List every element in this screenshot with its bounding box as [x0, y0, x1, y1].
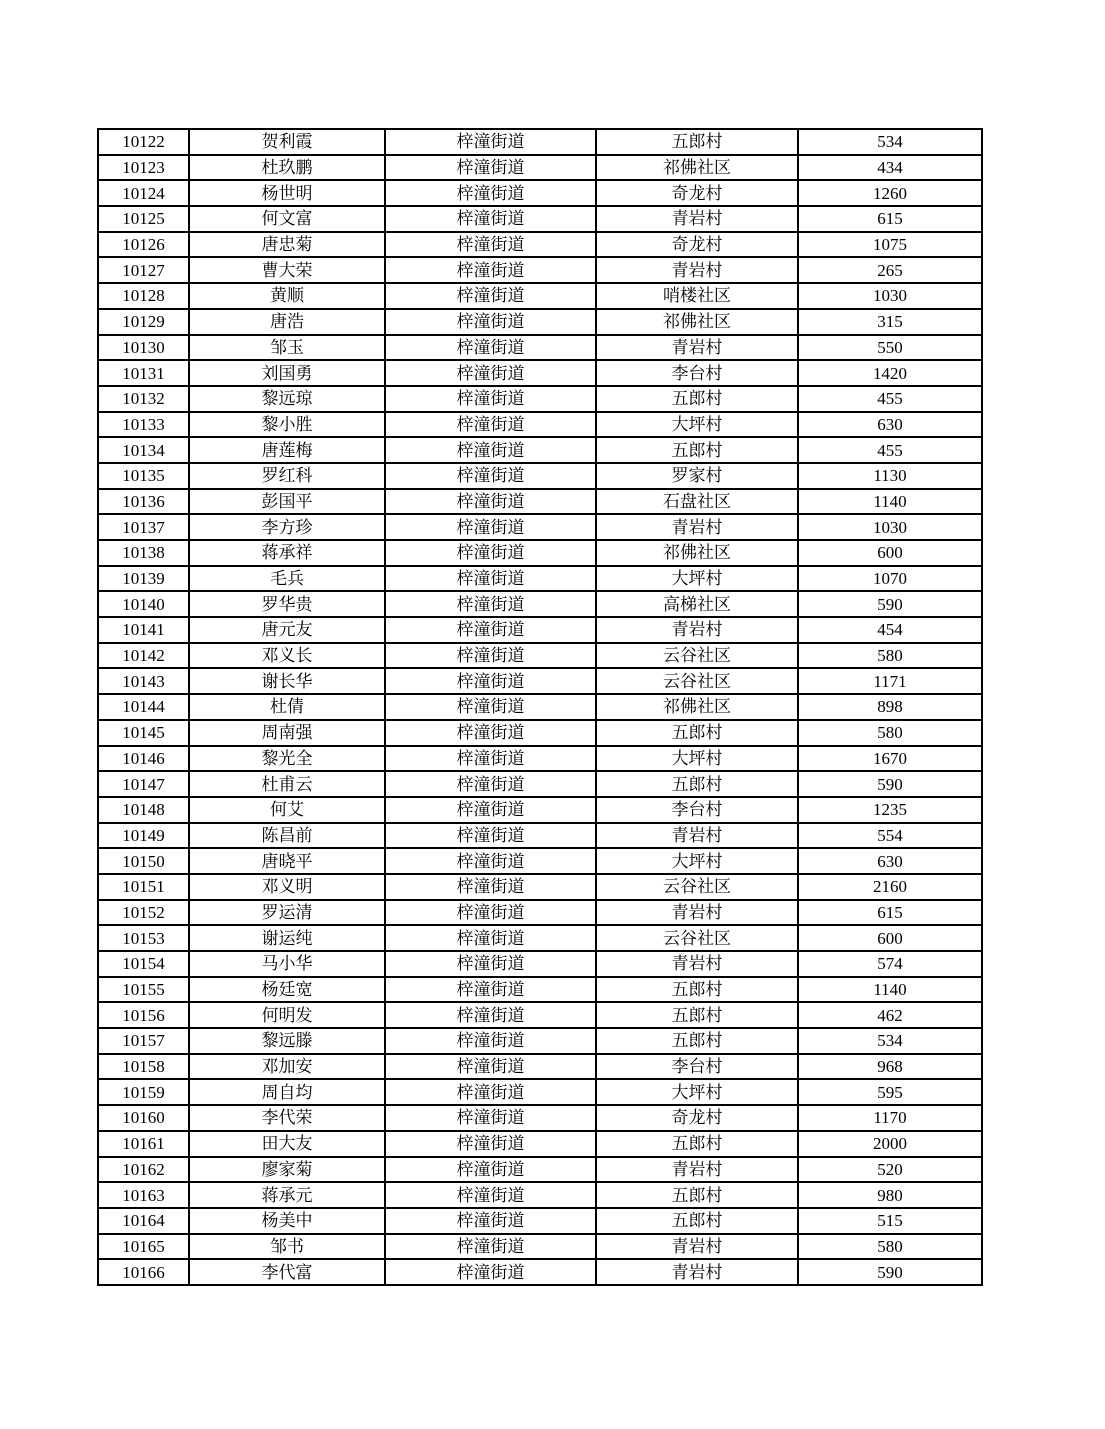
cell-value: 1075 — [798, 232, 982, 258]
cell-street: 梓潼街道 — [385, 848, 596, 874]
cell-value: 968 — [798, 1054, 982, 1080]
cell-village: 五郎村 — [596, 129, 798, 155]
cell-street: 梓潼街道 — [385, 1105, 596, 1131]
cell-village: 哨楼社区 — [596, 283, 798, 309]
cell-street: 梓潼街道 — [385, 823, 596, 849]
cell-id: 10156 — [98, 1002, 189, 1028]
cell-id: 10145 — [98, 720, 189, 746]
table-row — [98, 360, 982, 386]
cell-id: 10160 — [98, 1105, 189, 1131]
cell-id: 10148 — [98, 797, 189, 823]
cell-value: 1130 — [798, 463, 982, 489]
cell-id: 10125 — [98, 206, 189, 232]
cell-village: 李台村 — [596, 797, 798, 823]
cell-street: 梓潼街道 — [385, 874, 596, 900]
cell-street: 梓潼街道 — [385, 360, 596, 386]
cell-value: 1030 — [798, 514, 982, 540]
table-row — [98, 643, 982, 669]
cell-value: 462 — [798, 1002, 982, 1028]
table-row — [98, 335, 982, 361]
cell-street: 梓潼街道 — [385, 257, 596, 283]
cell-village: 五郎村 — [596, 386, 798, 412]
cell-id: 10163 — [98, 1182, 189, 1208]
cell-value: 1140 — [798, 489, 982, 515]
cell-id: 10164 — [98, 1208, 189, 1234]
cell-value: 600 — [798, 925, 982, 951]
cell-street: 梓潼街道 — [385, 617, 596, 643]
cell-street: 梓潼街道 — [385, 694, 596, 720]
table-row — [98, 155, 982, 181]
cell-village: 祁佛社区 — [596, 155, 798, 181]
cell-village: 五郎村 — [596, 1002, 798, 1028]
cell-id: 10140 — [98, 591, 189, 617]
cell-value: 455 — [798, 437, 982, 463]
cell-name: 黎远滕 — [189, 1028, 385, 1054]
cell-village: 云谷社区 — [596, 874, 798, 900]
table-row — [98, 694, 982, 720]
cell-value: 590 — [798, 771, 982, 797]
cell-village: 青岩村 — [596, 335, 798, 361]
cell-village: 五郎村 — [596, 1182, 798, 1208]
cell-value: 520 — [798, 1157, 982, 1183]
cell-id: 10146 — [98, 746, 189, 772]
cell-id: 10143 — [98, 668, 189, 694]
cell-id: 10123 — [98, 155, 189, 181]
cell-village: 李台村 — [596, 360, 798, 386]
cell-id: 10133 — [98, 412, 189, 438]
cell-id: 10139 — [98, 566, 189, 592]
cell-name: 曹大荣 — [189, 257, 385, 283]
cell-village: 奇龙村 — [596, 180, 798, 206]
cell-street: 梓潼街道 — [385, 540, 596, 566]
cell-id: 10126 — [98, 232, 189, 258]
cell-name: 唐晓平 — [189, 848, 385, 874]
cell-id: 10159 — [98, 1079, 189, 1105]
cell-value: 580 — [798, 1234, 982, 1260]
cell-village: 高梯社区 — [596, 591, 798, 617]
cell-value: 434 — [798, 155, 982, 181]
table-row — [98, 232, 982, 258]
cell-street: 梓潼街道 — [385, 1079, 596, 1105]
cell-value: 580 — [798, 643, 982, 669]
cell-street: 梓潼街道 — [385, 591, 596, 617]
cell-street: 梓潼街道 — [385, 1131, 596, 1157]
table-row — [98, 1028, 982, 1054]
cell-name: 刘国勇 — [189, 360, 385, 386]
cell-street: 梓潼街道 — [385, 900, 596, 926]
cell-village: 大坪村 — [596, 1079, 798, 1105]
cell-id: 10134 — [98, 437, 189, 463]
cell-street: 梓潼街道 — [385, 309, 596, 335]
cell-street: 梓潼街道 — [385, 1157, 596, 1183]
cell-village: 祁佛社区 — [596, 540, 798, 566]
cell-village: 青岩村 — [596, 514, 798, 540]
cell-name: 邓加安 — [189, 1054, 385, 1080]
cell-name: 黎小胜 — [189, 412, 385, 438]
cell-name: 唐元友 — [189, 617, 385, 643]
cell-village: 青岩村 — [596, 823, 798, 849]
table-row — [98, 668, 982, 694]
cell-id: 10142 — [98, 643, 189, 669]
cell-name: 黎光全 — [189, 746, 385, 772]
cell-id: 10122 — [98, 129, 189, 155]
table-row — [98, 1234, 982, 1260]
cell-value: 1170 — [798, 1105, 982, 1131]
table-row — [98, 1157, 982, 1183]
table-row — [98, 257, 982, 283]
cell-id: 10161 — [98, 1131, 189, 1157]
cell-name: 周南强 — [189, 720, 385, 746]
cell-street: 梓潼街道 — [385, 643, 596, 669]
cell-village: 青岩村 — [596, 900, 798, 926]
cell-name: 马小华 — [189, 951, 385, 977]
cell-village: 大坪村 — [596, 848, 798, 874]
table-row — [98, 951, 982, 977]
cell-id: 10149 — [98, 823, 189, 849]
cell-street: 梓潼街道 — [385, 566, 596, 592]
table-row — [98, 489, 982, 515]
cell-name: 杜玖鹏 — [189, 155, 385, 181]
cell-name: 杜倩 — [189, 694, 385, 720]
table-row — [98, 180, 982, 206]
cell-id: 10152 — [98, 900, 189, 926]
cell-village: 祁佛社区 — [596, 694, 798, 720]
cell-name: 彭国平 — [189, 489, 385, 515]
cell-value: 315 — [798, 309, 982, 335]
cell-village: 青岩村 — [596, 1259, 798, 1285]
cell-value: 1670 — [798, 746, 982, 772]
cell-id: 10132 — [98, 386, 189, 412]
cell-name: 何艾 — [189, 797, 385, 823]
table-row — [98, 900, 982, 926]
cell-street: 梓潼街道 — [385, 489, 596, 515]
cell-name: 李方珍 — [189, 514, 385, 540]
cell-value: 265 — [798, 257, 982, 283]
cell-name: 周自均 — [189, 1079, 385, 1105]
cell-id: 10155 — [98, 977, 189, 1003]
cell-street: 梓潼街道 — [385, 771, 596, 797]
cell-village: 青岩村 — [596, 617, 798, 643]
cell-street: 梓潼街道 — [385, 206, 596, 232]
cell-value: 1235 — [798, 797, 982, 823]
cell-value: 574 — [798, 951, 982, 977]
cell-name: 邓义明 — [189, 874, 385, 900]
table-row — [98, 1259, 982, 1285]
cell-name: 蒋承祥 — [189, 540, 385, 566]
cell-village: 五郎村 — [596, 977, 798, 1003]
cell-street: 梓潼街道 — [385, 437, 596, 463]
cell-village: 罗家村 — [596, 463, 798, 489]
cell-id: 10153 — [98, 925, 189, 951]
table-row — [98, 1079, 982, 1105]
cell-village: 青岩村 — [596, 1157, 798, 1183]
cell-value: 534 — [798, 129, 982, 155]
cell-village: 青岩村 — [596, 1234, 798, 1260]
cell-value: 600 — [798, 540, 982, 566]
cell-name: 邹书 — [189, 1234, 385, 1260]
cell-name: 罗运清 — [189, 900, 385, 926]
table-row — [98, 283, 982, 309]
cell-street: 梓潼街道 — [385, 180, 596, 206]
cell-value: 630 — [798, 848, 982, 874]
cell-street: 梓潼街道 — [385, 746, 596, 772]
cell-village: 大坪村 — [596, 412, 798, 438]
cell-village: 青岩村 — [596, 257, 798, 283]
cell-id: 10127 — [98, 257, 189, 283]
cell-id: 10144 — [98, 694, 189, 720]
cell-value: 615 — [798, 900, 982, 926]
cell-street: 梓潼街道 — [385, 1259, 596, 1285]
cell-village: 云谷社区 — [596, 668, 798, 694]
table-row — [98, 591, 982, 617]
cell-street: 梓潼街道 — [385, 386, 596, 412]
table-row — [98, 746, 982, 772]
cell-id: 10162 — [98, 1157, 189, 1183]
cell-id: 10151 — [98, 874, 189, 900]
table-row — [98, 463, 982, 489]
cell-street: 梓潼街道 — [385, 1002, 596, 1028]
table-row — [98, 617, 982, 643]
cell-value: 454 — [798, 617, 982, 643]
table-row — [98, 566, 982, 592]
cell-name: 唐忠菊 — [189, 232, 385, 258]
cell-name: 杜甫云 — [189, 771, 385, 797]
cell-value: 1030 — [798, 283, 982, 309]
cell-name: 陈昌前 — [189, 823, 385, 849]
cell-village: 青岩村 — [596, 951, 798, 977]
cell-name: 蒋承元 — [189, 1182, 385, 1208]
cell-id: 10138 — [98, 540, 189, 566]
table-row — [98, 514, 982, 540]
cell-street: 梓潼街道 — [385, 232, 596, 258]
cell-village: 五郎村 — [596, 771, 798, 797]
cell-value: 534 — [798, 1028, 982, 1054]
cell-village: 青岩村 — [596, 206, 798, 232]
cell-street: 梓潼街道 — [385, 155, 596, 181]
cell-id: 10137 — [98, 514, 189, 540]
cell-name: 何明发 — [189, 1002, 385, 1028]
cell-name: 田大友 — [189, 1131, 385, 1157]
cell-village: 石盘社区 — [596, 489, 798, 515]
cell-village: 五郎村 — [596, 437, 798, 463]
cell-village: 奇龙村 — [596, 232, 798, 258]
cell-street: 梓潼街道 — [385, 412, 596, 438]
cell-name: 李代荣 — [189, 1105, 385, 1131]
cell-id: 10129 — [98, 309, 189, 335]
cell-street: 梓潼街道 — [385, 283, 596, 309]
cell-street: 梓潼街道 — [385, 1054, 596, 1080]
cell-value: 515 — [798, 1208, 982, 1234]
table-row — [98, 206, 982, 232]
cell-id: 10158 — [98, 1054, 189, 1080]
table-row — [98, 1054, 982, 1080]
cell-value: 2160 — [798, 874, 982, 900]
cell-village: 五郎村 — [596, 1131, 798, 1157]
cell-name: 杨世明 — [189, 180, 385, 206]
cell-name: 罗华贵 — [189, 591, 385, 617]
cell-name: 何文富 — [189, 206, 385, 232]
cell-value: 898 — [798, 694, 982, 720]
table-row — [98, 1105, 982, 1131]
records-table — [97, 128, 983, 1286]
table-row — [98, 1208, 982, 1234]
cell-id: 10136 — [98, 489, 189, 515]
cell-id: 10165 — [98, 1234, 189, 1260]
cell-street: 梓潼街道 — [385, 720, 596, 746]
cell-name: 廖家菊 — [189, 1157, 385, 1183]
cell-street: 梓潼街道 — [385, 668, 596, 694]
cell-street: 梓潼街道 — [385, 951, 596, 977]
cell-id: 10124 — [98, 180, 189, 206]
cell-village: 云谷社区 — [596, 643, 798, 669]
cell-id: 10131 — [98, 360, 189, 386]
cell-value: 580 — [798, 720, 982, 746]
table-row — [98, 874, 982, 900]
cell-village: 大坪村 — [596, 566, 798, 592]
cell-id: 10150 — [98, 848, 189, 874]
table-row — [98, 437, 982, 463]
cell-name: 贺利霞 — [189, 129, 385, 155]
table-row — [98, 1002, 982, 1028]
cell-street: 梓潼街道 — [385, 1208, 596, 1234]
cell-street: 梓潼街道 — [385, 977, 596, 1003]
cell-name: 谢长华 — [189, 668, 385, 694]
cell-street: 梓潼街道 — [385, 463, 596, 489]
cell-id: 10166 — [98, 1259, 189, 1285]
cell-value: 550 — [798, 335, 982, 361]
cell-name: 唐浩 — [189, 309, 385, 335]
cell-name: 邓义长 — [189, 643, 385, 669]
cell-name: 黄顺 — [189, 283, 385, 309]
cell-id: 10154 — [98, 951, 189, 977]
cell-village: 五郎村 — [596, 720, 798, 746]
cell-village: 李台村 — [596, 1054, 798, 1080]
cell-value: 554 — [798, 823, 982, 849]
table-row — [98, 977, 982, 1003]
cell-street: 梓潼街道 — [385, 925, 596, 951]
cell-name: 邹玉 — [189, 335, 385, 361]
cell-id: 10147 — [98, 771, 189, 797]
cell-value: 2000 — [798, 1131, 982, 1157]
cell-value: 1171 — [798, 668, 982, 694]
cell-name: 李代富 — [189, 1259, 385, 1285]
cell-street: 梓潼街道 — [385, 1182, 596, 1208]
cell-name: 谢运纯 — [189, 925, 385, 951]
table-row — [98, 309, 982, 335]
cell-street: 梓潼街道 — [385, 797, 596, 823]
cell-name: 罗红科 — [189, 463, 385, 489]
cell-value: 615 — [798, 206, 982, 232]
cell-street: 梓潼街道 — [385, 1028, 596, 1054]
table-row — [98, 797, 982, 823]
cell-name: 杨廷宽 — [189, 977, 385, 1003]
table-row — [98, 412, 982, 438]
cell-id: 10128 — [98, 283, 189, 309]
cell-street: 梓潼街道 — [385, 1234, 596, 1260]
table-row — [98, 848, 982, 874]
cell-id: 10141 — [98, 617, 189, 643]
cell-street: 梓潼街道 — [385, 129, 596, 155]
table-row — [98, 1182, 982, 1208]
cell-village: 奇龙村 — [596, 1105, 798, 1131]
cell-value: 1140 — [798, 977, 982, 1003]
cell-value: 980 — [798, 1182, 982, 1208]
cell-id: 10130 — [98, 335, 189, 361]
records-table-body — [98, 129, 982, 1285]
table-row — [98, 1131, 982, 1157]
cell-id: 10157 — [98, 1028, 189, 1054]
cell-name: 杨美中 — [189, 1208, 385, 1234]
table-row — [98, 540, 982, 566]
cell-village: 五郎村 — [596, 1208, 798, 1234]
cell-id: 10135 — [98, 463, 189, 489]
table-row — [98, 720, 982, 746]
table-row — [98, 925, 982, 951]
cell-street: 梓潼街道 — [385, 514, 596, 540]
cell-value: 590 — [798, 1259, 982, 1285]
cell-village: 祁佛社区 — [596, 309, 798, 335]
table-row — [98, 771, 982, 797]
cell-name: 毛兵 — [189, 566, 385, 592]
cell-village: 五郎村 — [596, 1028, 798, 1054]
cell-name: 黎远琼 — [189, 386, 385, 412]
table-row — [98, 386, 982, 412]
cell-value: 595 — [798, 1079, 982, 1105]
table-row — [98, 129, 982, 155]
cell-value: 1420 — [798, 360, 982, 386]
cell-village: 云谷社区 — [596, 925, 798, 951]
cell-street: 梓潼街道 — [385, 335, 596, 361]
cell-value: 630 — [798, 412, 982, 438]
cell-value: 1260 — [798, 180, 982, 206]
cell-village: 大坪村 — [596, 746, 798, 772]
cell-value: 1070 — [798, 566, 982, 592]
table-row — [98, 823, 982, 849]
cell-name: 唐莲梅 — [189, 437, 385, 463]
cell-value: 590 — [798, 591, 982, 617]
cell-value: 455 — [798, 386, 982, 412]
